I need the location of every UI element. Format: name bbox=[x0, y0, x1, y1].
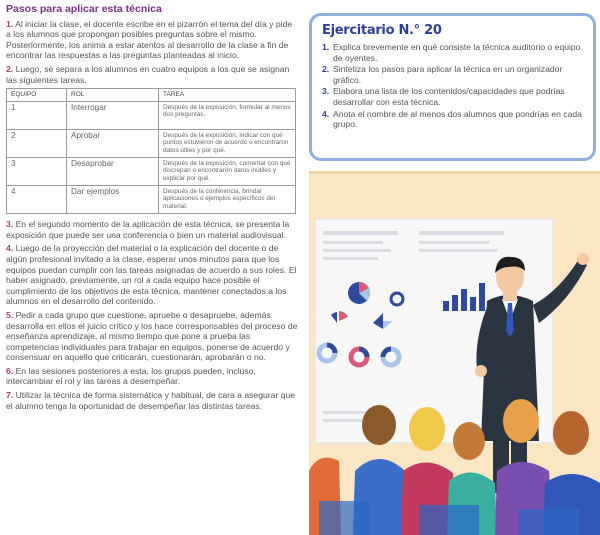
step-number: 4. bbox=[6, 243, 14, 254]
exercise-text: Explica brevemente en qué consiste la técnica auditorio o equipo de oyentes. bbox=[333, 42, 581, 63]
step-1 bbox=[6, 19, 298, 61]
instructions-column bbox=[6, 4, 298, 414]
exercise-box bbox=[309, 13, 596, 161]
exercise-text: Anota el nombre de al menos dos alumnos que pondrías en cada grupo. bbox=[333, 108, 582, 130]
section-title: Pasos para aplicar esta técnica bbox=[6, 3, 162, 15]
step-4 bbox=[6, 243, 298, 307]
exercise-item bbox=[322, 42, 584, 63]
column-header-equipo: EQUIPO bbox=[7, 89, 67, 102]
exercise-text: Sintetiza los pasos para aplicar la técnica en un organizador gráfico. bbox=[333, 64, 563, 85]
column-header-tarea: TAREA bbox=[159, 89, 296, 102]
presentation-illustration bbox=[309, 171, 600, 535]
exercise-number: 2. bbox=[322, 64, 330, 75]
cell-tarea: Después de la exposición, comentar con qué discrepan o encontraron datos inútiles y explicar por qué. bbox=[159, 158, 296, 186]
step-2 bbox=[6, 64, 298, 85]
cell-equipo: 1 bbox=[7, 102, 67, 130]
step-text: Utilizar la técnica de forma sistemática y habitual, de cara a asegurar que el alumno tenga la oportunidad de desempeñar las distintas tareas. bbox=[6, 390, 295, 411]
cell-equipo: 3 bbox=[7, 158, 67, 186]
step-7 bbox=[6, 390, 298, 411]
step-5 bbox=[6, 310, 298, 363]
step-number: 5. bbox=[6, 309, 14, 320]
step-number: 1. bbox=[6, 18, 14, 29]
exercise-item bbox=[322, 86, 584, 107]
cell-rol: Desaprobar bbox=[67, 158, 159, 186]
step-text: En el segundo momento de la aplicación de esta técnica, se presenta la exposición que puede ser una conferencia o bien un material audiovisual. bbox=[6, 219, 290, 240]
cell-tarea: Después de la conferencia, brindar aplicaciones o ejemplos específicos del material. bbox=[159, 186, 296, 214]
cell-rol: Aprobar bbox=[67, 130, 159, 158]
exercise-text: Elabora una lista de los contenidos/capacidades que podrías desarrollar con esta técnica. bbox=[333, 86, 565, 107]
step-number: 2. bbox=[6, 63, 14, 74]
column-header-rol: ROL bbox=[67, 89, 159, 102]
exercise-number: 4. bbox=[322, 108, 330, 119]
step-text: Pedir a cada grupo que cuestione, apruebe o desapruebe, además desarrolla en ellos el juicio crítico y los hace corresponsables del proceso de enseñanza aprendizaje, al mismo tiempo que pone a prueba las competencias individuales para trabajar en equipos, ponerse de acuerdo y consensuar en aquello que criticarán, cuestionarán, aprobarán o no. bbox=[6, 309, 298, 363]
table-row bbox=[7, 130, 296, 158]
step-text: Luego, se separa a los alumnos en cuatro equipos a los que se asignan las siguientes tareas. bbox=[6, 63, 290, 85]
cell-tarea: Después de la exposición, indicar con qué puntos estuvieron de acuerdo o encontraron datos útiles y por qué. bbox=[159, 130, 296, 158]
step-6 bbox=[6, 366, 298, 387]
cell-tarea: Después de la exposición, formular al menos dos preguntas. bbox=[159, 102, 296, 130]
exercise-item bbox=[322, 64, 584, 85]
cell-equipo: 2 bbox=[7, 130, 67, 158]
table-header-row bbox=[7, 89, 296, 102]
step-3 bbox=[6, 219, 298, 240]
exercise-number: 1. bbox=[322, 42, 330, 52]
step-number: 7. bbox=[6, 390, 14, 401]
step-number: 3. bbox=[6, 219, 14, 230]
table-row bbox=[7, 186, 296, 214]
step-text: Al iniciar la clase, el docente escribe en el pizarrón el tema del día y pide a los alumnos que propongan posibles preguntas sobre el mismo. Posteriormente, los anima a estar atentos al desarrollo de la clase a fin de encontrar las respuestas a las preguntas planteadas al inicio. bbox=[6, 18, 293, 61]
exercise-title: Ejercitario N.° 20 bbox=[322, 23, 442, 38]
table-row bbox=[7, 158, 296, 186]
presentation-scene-svg bbox=[309, 171, 600, 535]
step-text: Luego de la proyección del material o la explicación del docente o de algún profesional invitado a la clase, esperar unos minutos para que los equipos puedan cumplir con las tareas asignadas de acuerdo a sus roles. El haber asignado, previamente, un rol a cada equipo hace posible el cumplimiento de los objetivos de esta técnica, mantener conectados a los alumnos en el desarrollo del contenido. bbox=[6, 243, 297, 307]
step-number: 6. bbox=[6, 365, 14, 376]
exercise-number: 3. bbox=[322, 86, 330, 97]
step-text: En las sesiones posteriores a esta, los grupos pueden, incluso, intercambiar el rol y las tareas a desempeñar. bbox=[6, 365, 256, 387]
exercise-item bbox=[322, 109, 584, 130]
cell-rol: Dar ejemplos bbox=[67, 186, 159, 214]
cell-rol: Interrogar bbox=[67, 102, 159, 130]
pie-icon bbox=[348, 282, 370, 304]
table-row bbox=[7, 102, 296, 130]
cell-equipo: 4 bbox=[7, 186, 67, 214]
roles-table bbox=[6, 88, 296, 214]
